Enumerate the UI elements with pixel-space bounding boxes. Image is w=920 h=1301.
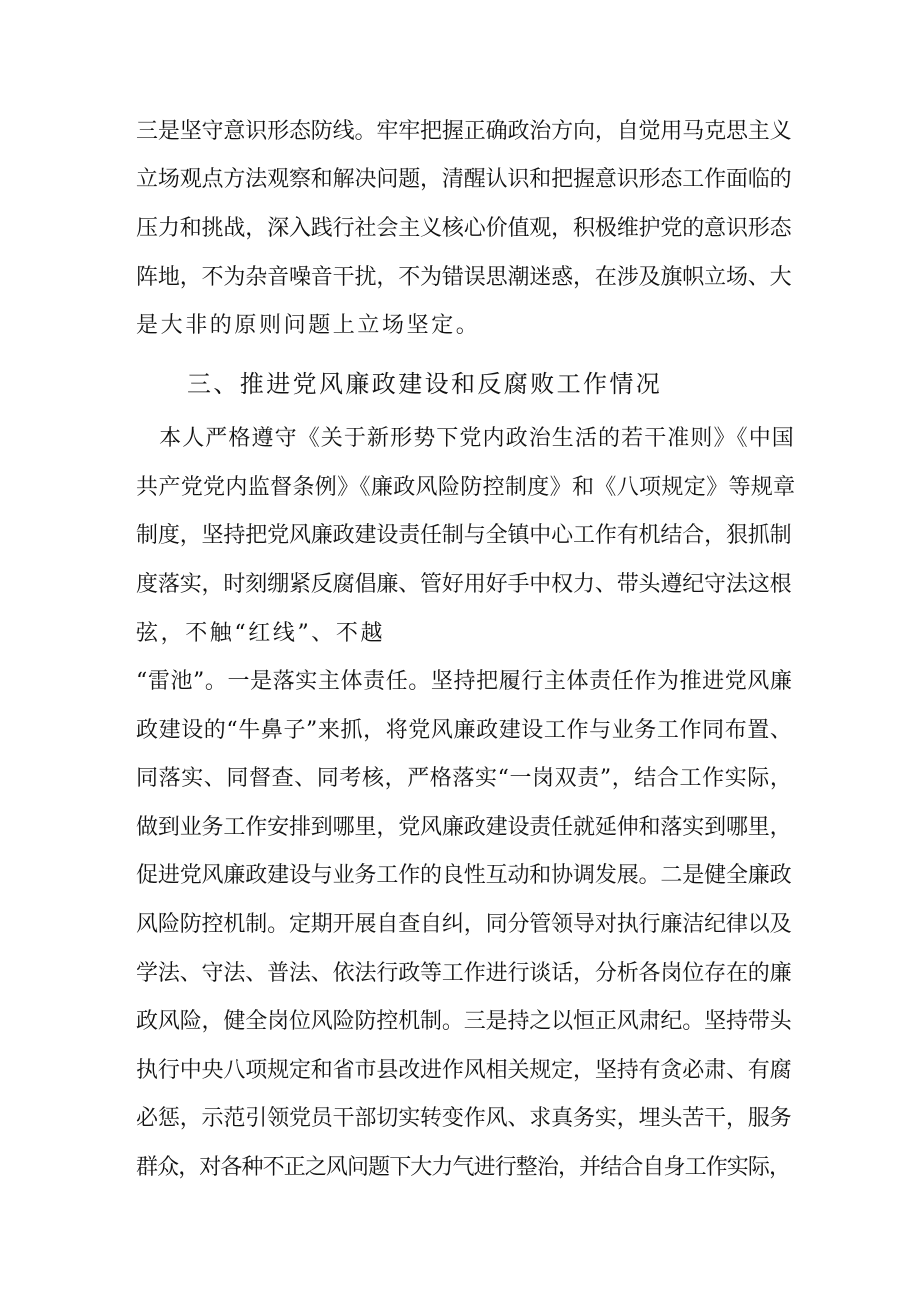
paragraph-line: 阵地，不为杂音噪音干扰，不为错误思潮迷惑，在涉及旗帜立场、大	[136, 265, 792, 290]
paragraph-line: “雷池”。一是落实主体责任。坚持把履行主体责任作为推进党风廉	[136, 669, 793, 694]
paragraph-line: 风险防控机制。定期开展自查自纠，同分管领导对执行廉洁纪律以及	[136, 912, 792, 937]
paragraph-line: 是大非的原则问题上立场坚定。	[136, 313, 481, 338]
paragraph-line: 度落实，时刻绷紧反腐倡廉、管好用好手中权力、带头遵纪守法这根	[136, 572, 792, 597]
paragraph-line: 学法、守法、普法、依法行政等工作进行谈话，分析各岗位存在的廉	[136, 961, 792, 986]
paragraph-line: 政风险，健全岗位风险防控机制。三是持之以恒正风肃纪。坚持带头	[136, 1009, 792, 1034]
section-heading: 三、推进党风廉政建设和反腐败工作情况	[187, 370, 663, 398]
paragraph-line: 制度，坚持把党风廉政建设责任制与全镇中心工作有机结合，狠抓制	[136, 523, 792, 548]
paragraph-line: 三是坚守意识形态防线。牢牢把握正确政治方向，自觉用马克思主义	[136, 119, 792, 144]
paragraph-line: 本人严格遵守《关于新形势下党内政治生活的若干准则》《中国	[136, 426, 795, 451]
paragraph-line: 弦，不触“红线”、不越	[136, 621, 386, 646]
paragraph-line: 立场观点方法观察和解决问题，清醒认识和把握意识形态工作面临的	[136, 167, 792, 192]
paragraph-line: 政建设的“牛鼻子”来抓，将党风廉政建设工作与业务工作同布置、	[136, 718, 793, 743]
paragraph-line: 必惩，示范引领党员干部切实转变作风、求真务实，埋头苦干，服务	[136, 1106, 792, 1131]
paragraph-line: 压力和挑战，深入践行社会主义核心价值观，积极维护党的意识形态	[136, 216, 792, 241]
paragraph-line: 共产党党内监督条例》《廉政风险防控制度》和《八项规定》等规章	[136, 475, 796, 500]
paragraph-line: 同落实、同督查、同考核，严格落实“一岗双责”，结合工作实际，	[136, 766, 793, 791]
paragraph-line: 促进党风廉政建设与业务工作的良性互动和协调发展。二是健全廉政	[136, 863, 792, 888]
paragraph-line: 做到业务工作安排到哪里，党风廉政建设责任就延伸和落实到哪里，	[136, 815, 792, 840]
paragraph-line: 执行中央八项规定和省市县改进作风相关规定，坚持有贪必肃、有腐	[136, 1058, 792, 1083]
paragraph-line: 群众，对各种不正之风问题下大力气进行整治，并结合自身工作实际，	[136, 1155, 791, 1180]
